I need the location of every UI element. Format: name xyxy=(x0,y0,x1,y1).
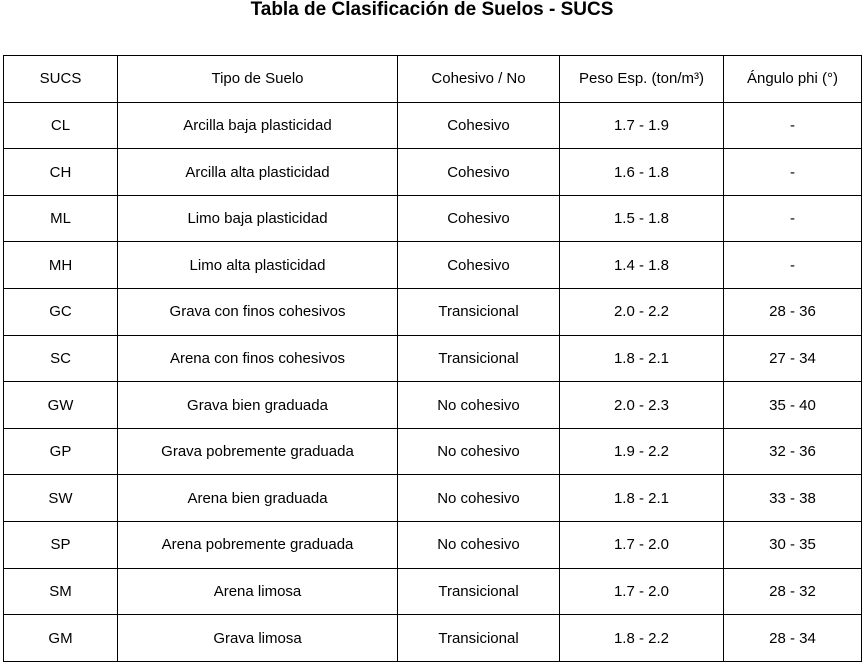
unit-weight-cell: 2.0 - 2.3 xyxy=(560,382,724,429)
table-row xyxy=(4,195,862,242)
table-title: Tabla de Clasificación de Suelos - SUCS xyxy=(250,0,614,20)
unit-weight-cell: 1.8 - 2.1 xyxy=(560,335,724,382)
friction-angle-cell: 28 - 32 xyxy=(724,568,862,615)
unit-weight-cell: 1.5 - 1.8 xyxy=(560,195,724,242)
sucs-code-cell: SM xyxy=(4,568,118,615)
cohesion-cell: Transicional xyxy=(398,615,560,662)
table-row xyxy=(4,102,862,149)
unit-weight-cell: 1.7 - 2.0 xyxy=(560,568,724,615)
unit-weight-cell: 1.8 - 2.1 xyxy=(560,475,724,522)
column-header-cohesivo: Cohesivo / No xyxy=(398,56,560,103)
header-row xyxy=(4,56,862,103)
soil-type-cell: Grava limosa xyxy=(118,615,398,662)
soil-type-cell: Grava bien graduada xyxy=(118,382,398,429)
soil-type-cell: Arena limosa xyxy=(118,568,398,615)
cohesion-cell: No cohesivo xyxy=(398,475,560,522)
sucs-code-cell: GP xyxy=(4,428,118,475)
table-row xyxy=(4,428,862,475)
soil-type-cell: Grava pobremente graduada xyxy=(118,428,398,475)
sucs-code-cell: GC xyxy=(4,289,118,336)
table-row xyxy=(4,522,862,569)
friction-angle-cell: 28 - 34 xyxy=(724,615,862,662)
cohesion-cell: Transicional xyxy=(398,289,560,336)
soil-classification-table xyxy=(3,55,862,662)
friction-angle-cell: - xyxy=(724,102,862,149)
table-row xyxy=(4,289,862,336)
unit-weight-cell: 1.9 - 2.2 xyxy=(560,428,724,475)
sucs-code-cell: GW xyxy=(4,382,118,429)
table-row xyxy=(4,335,862,382)
friction-angle-cell: 35 - 40 xyxy=(724,382,862,429)
cohesion-cell: No cohesivo xyxy=(398,522,560,569)
column-header-sucs: SUCS xyxy=(4,56,118,103)
cohesion-cell: Cohesivo xyxy=(398,102,560,149)
friction-angle-cell: - xyxy=(724,242,862,289)
cohesion-cell: Transicional xyxy=(398,335,560,382)
sucs-code-cell: GM xyxy=(4,615,118,662)
sucs-code-cell: SW xyxy=(4,475,118,522)
unit-weight-cell: 1.7 - 2.0 xyxy=(560,522,724,569)
sucs-code-cell: SP xyxy=(4,522,118,569)
friction-angle-cell: 33 - 38 xyxy=(724,475,862,522)
table-row xyxy=(4,475,862,522)
unit-weight-cell: 1.6 - 1.8 xyxy=(560,149,724,196)
column-header-peso-especifico: Peso Esp. (ton/m³) xyxy=(560,56,724,103)
column-header-tipo-de-suelo: Tipo de Suelo xyxy=(118,56,398,103)
column-header-angulo-phi: Ángulo phi (°) xyxy=(724,56,862,103)
soil-type-cell: Arena con finos cohesivos xyxy=(118,335,398,382)
soil-type-cell: Grava con finos cohesivos xyxy=(118,289,398,336)
soil-type-cell: Limo alta plasticidad xyxy=(118,242,398,289)
soil-type-cell: Arcilla alta plasticidad xyxy=(118,149,398,196)
sucs-code-cell: ML xyxy=(4,195,118,242)
friction-angle-cell: 30 - 35 xyxy=(724,522,862,569)
friction-angle-cell: 28 - 36 xyxy=(724,289,862,336)
friction-angle-cell: - xyxy=(724,149,862,196)
cohesion-cell: No cohesivo xyxy=(398,428,560,475)
friction-angle-cell: - xyxy=(724,195,862,242)
sucs-code-cell: SC xyxy=(4,335,118,382)
unit-weight-cell: 1.8 - 2.2 xyxy=(560,615,724,662)
table-body xyxy=(4,102,862,661)
soil-type-cell: Limo baja plasticidad xyxy=(118,195,398,242)
soil-type-cell: Arcilla baja plasticidad xyxy=(118,102,398,149)
unit-weight-cell: 1.7 - 1.9 xyxy=(560,102,724,149)
cohesion-cell: Cohesivo xyxy=(398,195,560,242)
friction-angle-cell: 27 - 34 xyxy=(724,335,862,382)
table-row xyxy=(4,568,862,615)
soil-type-cell: Arena pobremente graduada xyxy=(118,522,398,569)
sucs-code-cell: CH xyxy=(4,149,118,196)
cohesion-cell: No cohesivo xyxy=(398,382,560,429)
table-row xyxy=(4,242,862,289)
cohesion-cell: Cohesivo xyxy=(398,242,560,289)
cohesion-cell: Transicional xyxy=(398,568,560,615)
unit-weight-cell: 2.0 - 2.2 xyxy=(560,289,724,336)
sucs-code-cell: MH xyxy=(4,242,118,289)
table-row xyxy=(4,615,862,662)
table-row xyxy=(4,382,862,429)
unit-weight-cell: 1.4 - 1.8 xyxy=(560,242,724,289)
friction-angle-cell: 32 - 36 xyxy=(724,428,862,475)
table-row xyxy=(4,149,862,196)
cohesion-cell: Cohesivo xyxy=(398,149,560,196)
sucs-code-cell: CL xyxy=(4,102,118,149)
soil-type-cell: Arena bien graduada xyxy=(118,475,398,522)
